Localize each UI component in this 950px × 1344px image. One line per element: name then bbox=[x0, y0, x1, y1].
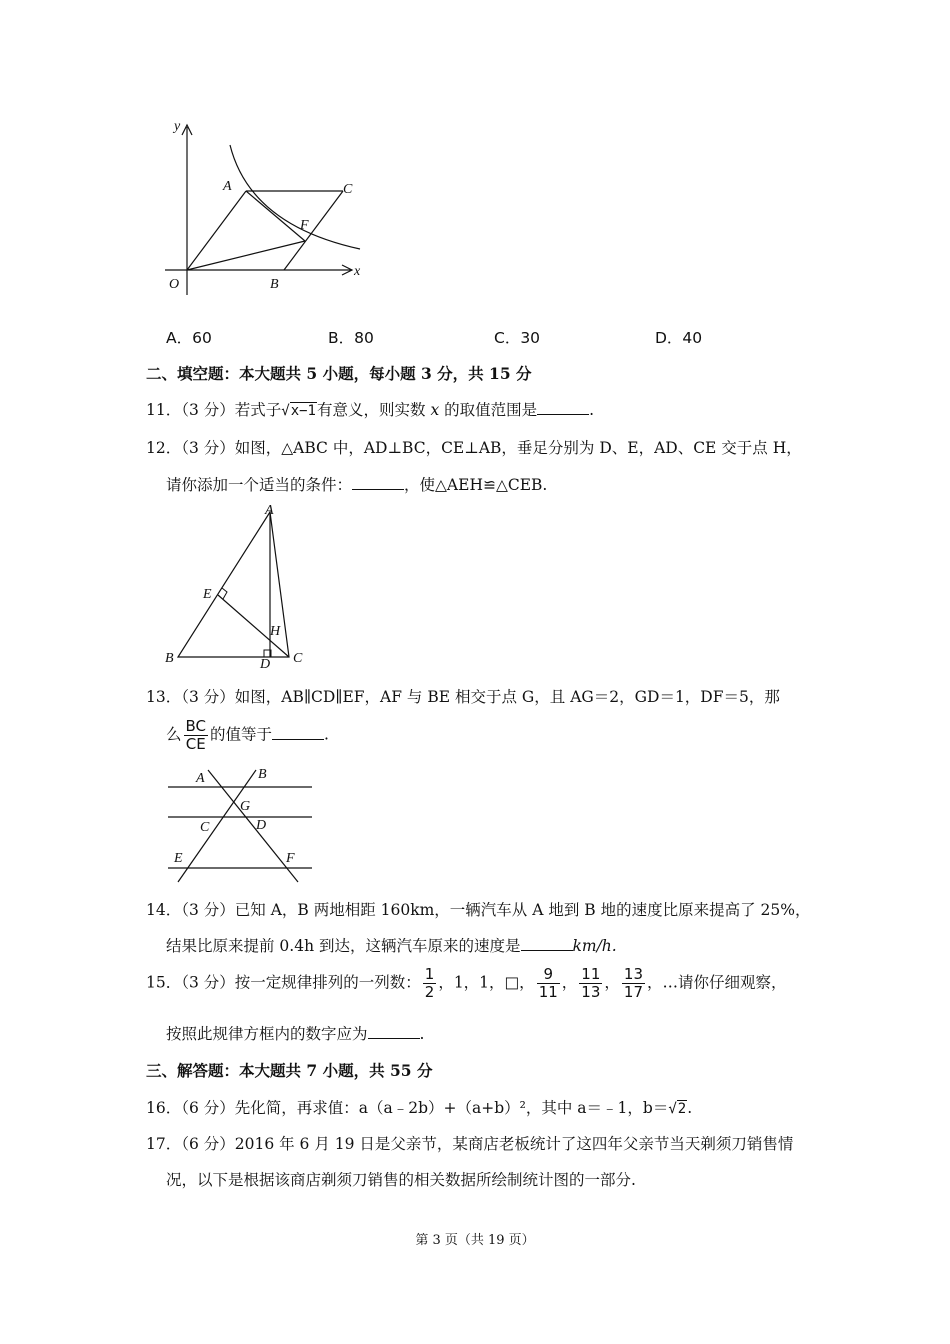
question-12-line2 bbox=[166, 473, 547, 495]
radicand: 2 bbox=[677, 1101, 687, 1117]
label-A: A bbox=[265, 503, 274, 518]
sqrt-2: √2 bbox=[668, 1101, 687, 1117]
q13-pre: 么 bbox=[166, 725, 182, 744]
frac-numerator: 9 bbox=[537, 966, 560, 984]
q16-text: 16．（6 分）先化简，再求值：a（a﹣2b）+（a+b）²，其中 a＝﹣1，b＝ bbox=[146, 1099, 669, 1117]
frac-denominator: CE bbox=[185, 735, 206, 753]
question-15-line1: 15．（3 分）按一定规律排列的一列数： $\frac{1}{2}$ ，1，1，□， $\frac{9}{11}$ ， $\frac{11}{13}$ ， $\frac{13}{17}$ ，…请你仔细观察， bbox=[146, 965, 787, 1001]
q15-pre: 15．（3 分）按一定规律排列的一列数： bbox=[146, 973, 421, 992]
label-H: H bbox=[270, 624, 281, 639]
label-A: A bbox=[196, 771, 205, 786]
q15-post: ，…请你仔细观察， bbox=[647, 973, 787, 992]
segment-AF bbox=[246, 191, 305, 241]
label-E: E bbox=[203, 587, 212, 602]
figure-q10 bbox=[160, 115, 370, 295]
q12-line2b: ，使△AEH≌△CEB. bbox=[404, 476, 548, 494]
question-11 bbox=[146, 398, 594, 420]
answer-blank bbox=[368, 1037, 420, 1039]
label-C: C bbox=[200, 820, 210, 835]
answer-blank bbox=[272, 738, 324, 740]
q13-post: 的值等于 bbox=[210, 725, 273, 744]
section-3-heading: 三、解答题：本大题共 7 小题，共 55 分 bbox=[146, 1061, 433, 1080]
frac-denominator: 2 bbox=[424, 983, 435, 1001]
label-D: D bbox=[260, 657, 271, 670]
q11-text: 11．（3 分）若式子 bbox=[146, 401, 282, 419]
label-x: x bbox=[354, 264, 361, 279]
question-14-line2 bbox=[166, 934, 617, 956]
label-y: y bbox=[174, 119, 181, 134]
answer-blank bbox=[352, 488, 404, 490]
q12-line2a: 请你添加一个适当的条件： bbox=[166, 476, 353, 494]
page-footer: 第 3 页（共 19 页） bbox=[415, 1233, 535, 1248]
option-d: D．40 bbox=[655, 329, 703, 347]
section-2-heading: 二、填空题：本大题共 5 小题，每小题 3 分，共 15 分 bbox=[146, 364, 532, 383]
q11-end: . bbox=[589, 401, 595, 419]
q15-mid: ，1，1，□， bbox=[438, 973, 535, 992]
radicand: x−1 bbox=[290, 403, 316, 419]
question-13-line2 bbox=[166, 718, 329, 753]
frac-denominator: 13 bbox=[581, 983, 601, 1001]
question-17-line2: 况，以下是根据该商店剃须刀销售的相关数据所绘制统计图的一部分. bbox=[166, 1171, 636, 1189]
question-13-line1: 13．（3 分）如图，AB∥CD∥EF，AF 与 BE 相交于点 G，且 AG＝2，GD＝1，DF＝5，那 bbox=[146, 688, 780, 706]
question-17-line1: 17．（6 分）2016 年 6 月 19 日是父亲节，某商店老板统计了这四年父亲节当天剃须刀销售情 bbox=[146, 1135, 794, 1153]
question-15-line2 bbox=[166, 1022, 424, 1044]
fraction-3 bbox=[579, 966, 602, 1001]
label-E: E bbox=[174, 851, 183, 866]
option-a: A．60 bbox=[166, 329, 212, 347]
label-C: C bbox=[343, 182, 353, 197]
right-angle-E bbox=[222, 588, 227, 599]
q16-end: . bbox=[687, 1099, 693, 1117]
label-B: B bbox=[258, 767, 267, 782]
q11-after: 有意义，则实数 bbox=[317, 401, 426, 419]
hyperbola-curve bbox=[230, 145, 360, 249]
frac-numerator: BC bbox=[185, 717, 207, 735]
question-16 bbox=[146, 1096, 692, 1118]
label-G: G bbox=[240, 799, 251, 814]
fraction-BC-CE bbox=[184, 718, 209, 753]
label-O: O bbox=[169, 277, 180, 292]
figure-q13 bbox=[160, 762, 320, 887]
q15-end: . bbox=[419, 1025, 425, 1043]
fraction-4 bbox=[622, 966, 645, 1001]
frac-numerator: 11 bbox=[581, 965, 601, 983]
label-F: F bbox=[286, 851, 295, 866]
q11-var: x bbox=[430, 401, 440, 419]
question-14-line1: 14．（3 分）已知 A，B 两地相距 160km，一辆汽车从 A 地到 B 地的速度比原来提高了 25%， bbox=[146, 901, 811, 919]
q14-line2a: 结果比原来提前 0.4h 到达，这辆汽车原来的速度是 bbox=[166, 937, 521, 955]
answer-blank bbox=[537, 413, 589, 415]
frac-numerator: 1 bbox=[424, 965, 435, 983]
option-b: B．80 bbox=[328, 329, 374, 347]
label-A: A bbox=[223, 179, 232, 194]
label-D: D bbox=[256, 818, 267, 833]
label-B: B bbox=[165, 651, 174, 666]
fraction-1 bbox=[423, 966, 437, 1001]
sqrt-expression: √x−1 bbox=[281, 403, 316, 419]
figure-q12 bbox=[160, 500, 320, 670]
frac-denominator: 17 bbox=[623, 983, 643, 1001]
q13-end: . bbox=[324, 725, 329, 744]
question-12-line1: 12．（3 分）如图，△ABC 中，AD⊥BC，CE⊥AB，垂足分别为 D、E，AD、CE 交于点 H， bbox=[146, 439, 802, 457]
answer-blank bbox=[521, 949, 573, 951]
label-B: B bbox=[270, 277, 279, 292]
option-c: C．30 bbox=[494, 329, 541, 347]
label-F: F bbox=[300, 218, 309, 233]
fraction-2 bbox=[537, 966, 560, 1001]
q14-unit: km/h. bbox=[572, 937, 617, 955]
frac-numerator: 13 bbox=[623, 965, 643, 983]
label-C: C bbox=[293, 651, 303, 666]
frac-denominator: 11 bbox=[538, 983, 558, 1001]
q15-line2a: 按照此规律方框内的数字应为 bbox=[166, 1025, 368, 1043]
q11-tail: 的取值范围是 bbox=[444, 401, 538, 419]
